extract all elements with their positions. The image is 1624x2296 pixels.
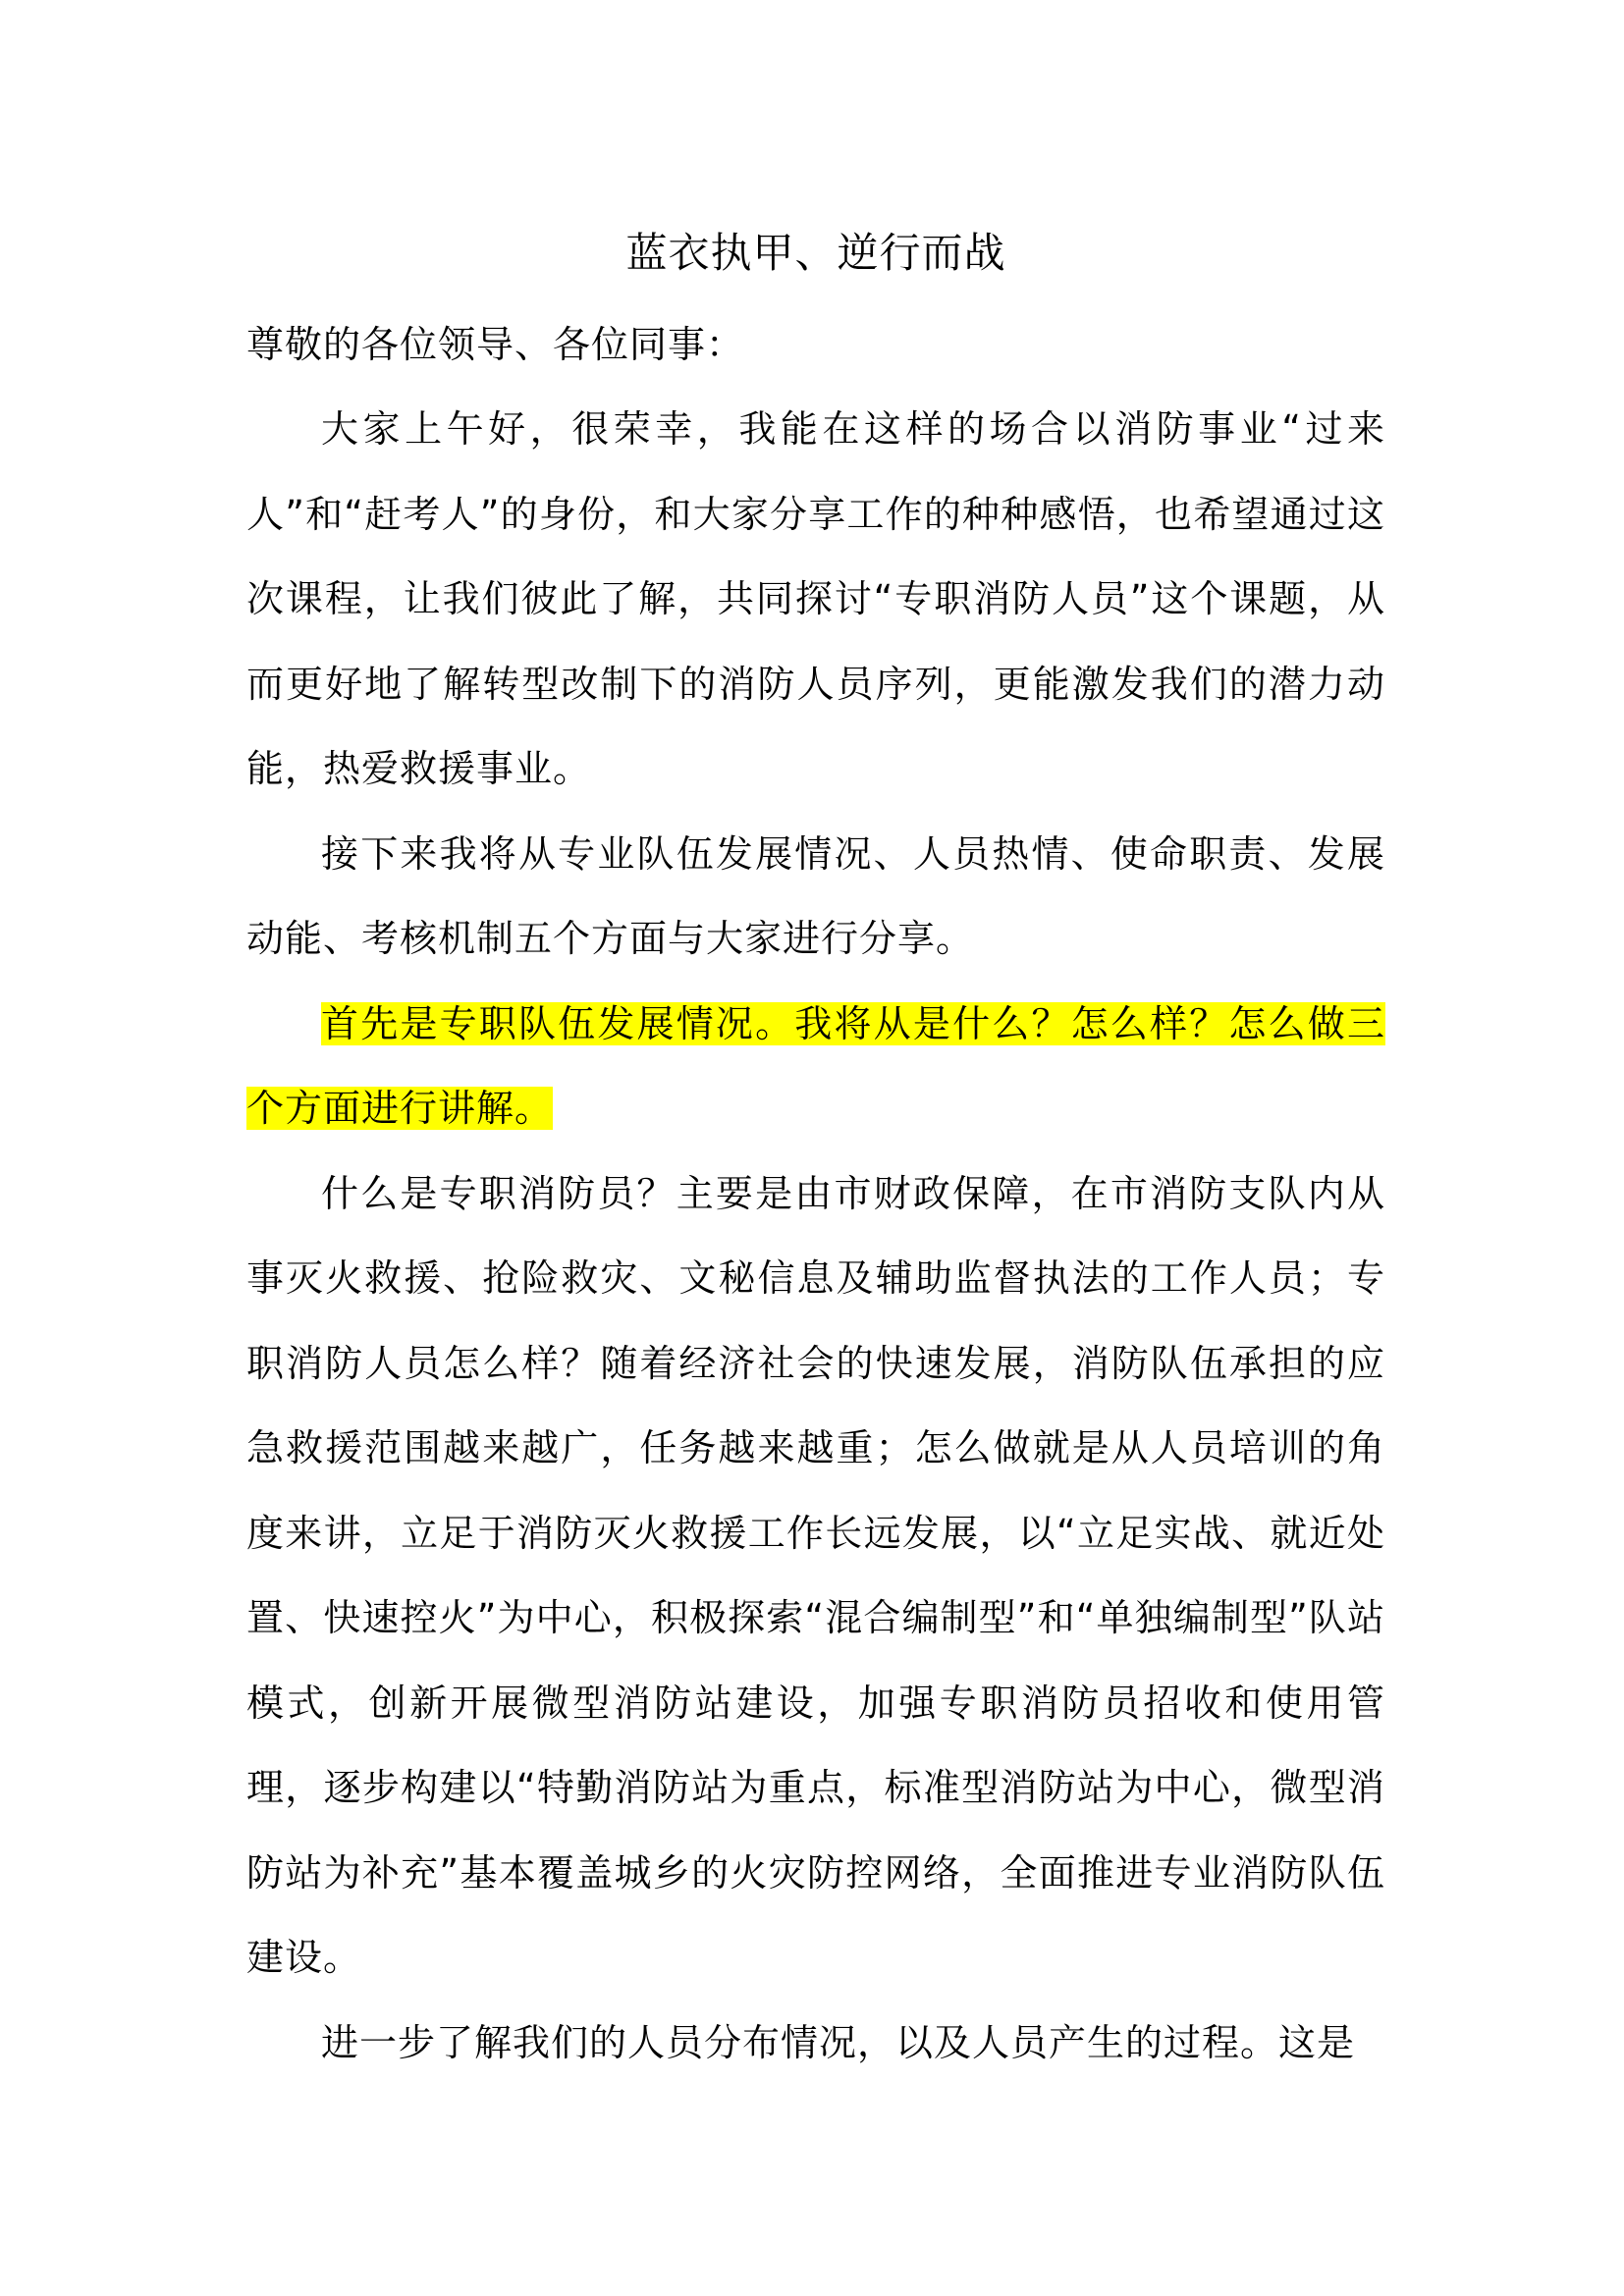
highlighted-text: 首先是专职队伍发展情况。我将从是什么？怎么样？怎么做三个方面进行讲解。	[246, 1001, 1385, 1130]
salutation: 尊敬的各位领导、各位同事：	[246, 323, 745, 366]
paragraph-distribution-text: 进一步了解我们的人员分布情况，以及人员产生的过程。这是	[321, 2020, 1356, 2064]
paragraph-greeting-text: 大家上午好，很荣幸，我能在这样的场合以消防事业“过来人”和“赶考人”的身份，和大家分享工作的种种感悟，也希望通过这次课程，让我们彼此了解，共同探讨“专职消防人员”这个课题，从而更好地了解转型改制下的消防人员序列，更能激发我们的潜力动能，热爱救援事业。	[246, 407, 1385, 790]
paragraph-definition-text: 什么是专职消防员？主要是由市财政保障，在市消防支队内从事灭火救援、抢险救灾、文秘信息及辅助监督执法的工作人员；专职消防人员怎么样？随着经济社会的快速发展，消防队伍承担的应急救援范围越来越广，任务越来越重；怎么做就是从人员培训的角度来讲，立足于消防灭火救援工作长远发展，以“立足实战、就近处置、快速控火”为中心，积极探索“混合编制型”和“单独编制型”队站模式，创新开展微型消防站建设，加强专职消防员招收和使用管理，逐步构建以“特勤消防站为重点，标准型消防站为中心，微型消防站为补充”基本覆盖城乡的火灾防控网络，全面推进专业消防队伍建设。	[246, 1171, 1385, 1979]
paragraph-distribution	[246, 2001, 1385, 2086]
document-body	[246, 222, 1385, 2085]
document-title: 蓝衣执甲、逆行而战	[625, 229, 1006, 277]
paragraph-overview	[246, 812, 1385, 982]
paragraph-definition	[246, 1151, 1385, 2001]
paragraph-greeting	[246, 387, 1385, 812]
paragraph-overview-text: 接下来我将从专业队伍发展情况、人员热情、使命职责、发展动能、考核机制五个方面与大家进行分享。	[246, 831, 1385, 960]
paragraph-highlighted-intro	[246, 982, 1385, 1151]
